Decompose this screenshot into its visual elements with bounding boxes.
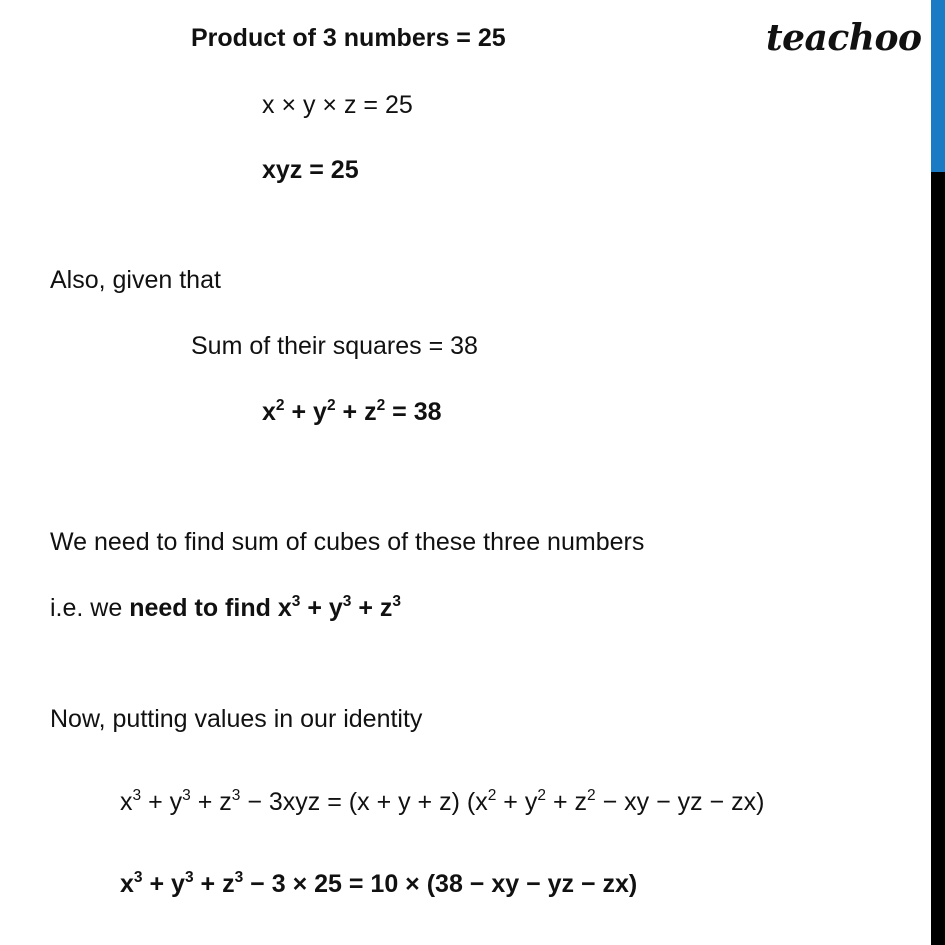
fin-x-exponent: 3 — [133, 868, 143, 886]
final-part-1: − 3 × 25 = 10 × (38 − xy − yz − zx) — [250, 870, 638, 898]
sq-plus-2: + — [342, 398, 358, 426]
id-rhs-y-exponent: 2 — [537, 786, 546, 804]
id-rhs-z: z — [574, 788, 587, 816]
id-x-exponent: 3 — [132, 786, 142, 804]
need-to-find-expression — [129, 594, 401, 622]
also-given-text: Also, given that — [50, 266, 221, 294]
teachoo-logo: teachoo — [766, 17, 922, 59]
fin-plus-1: + — [149, 870, 165, 898]
cube-z: z — [379, 594, 393, 622]
id-y-exponent: 3 — [182, 786, 191, 804]
id-plus-2: + — [197, 788, 213, 816]
ie-prefix: i.e. we — [50, 594, 123, 622]
identity-part-1: − 3xyz = (x + y + z) (x — [247, 788, 488, 816]
cube-z-exponent: 3 — [392, 592, 402, 610]
id-z-exponent: 3 — [231, 786, 241, 804]
identity-equation — [120, 787, 764, 817]
sq-y-exponent: 2 — [326, 396, 336, 414]
fin-z-exponent: 3 — [234, 868, 244, 886]
sq-z-exponent: 2 — [376, 396, 386, 414]
product-equation-bold: xyz = 25 — [262, 156, 359, 184]
need-to-find-label: need to find — [129, 594, 271, 622]
sq-y: y — [313, 398, 327, 426]
sum-squares-heading: Sum of their squares = 38 — [191, 332, 478, 360]
identity-part-2: − xy − yz − zx) — [602, 788, 765, 816]
fin-x: x — [120, 870, 134, 898]
cube-x: x — [277, 594, 292, 622]
sq-equals: = 38 — [392, 398, 442, 426]
now-putting-text: Now, putting values in our identity — [50, 705, 423, 733]
sq-x: x — [262, 398, 276, 426]
sq-plus-1: + — [291, 398, 307, 426]
id-z: z — [219, 788, 232, 816]
id-rhs-z-exponent: 2 — [587, 786, 596, 804]
id-rhs-plus-1: + — [503, 788, 518, 816]
ie-sentence — [50, 593, 401, 623]
id-plus-1: + — [148, 788, 163, 816]
cube-y: y — [328, 594, 343, 622]
cube-plus-2: + — [358, 594, 373, 622]
fin-plus-2: + — [200, 870, 216, 898]
id-y: y — [169, 788, 183, 816]
cube-x-exponent: 3 — [291, 592, 301, 610]
cube-y-exponent: 3 — [342, 592, 352, 610]
id-rhs-x-exponent: 2 — [487, 786, 497, 804]
side-bar-accent — [931, 0, 945, 172]
id-x: x — [120, 788, 133, 816]
fin-z: z — [222, 870, 235, 898]
product-equation: x × y × z = 25 — [262, 91, 413, 119]
id-rhs-plus-2: + — [552, 788, 568, 816]
fin-y: y — [171, 870, 185, 898]
final-equation — [120, 869, 637, 899]
product-heading: Product of 3 numbers = 25 — [191, 24, 506, 52]
id-rhs-y: y — [524, 788, 538, 816]
need-find-sentence: We need to find sum of cubes of these three numbers — [50, 528, 645, 556]
fin-y-exponent: 3 — [184, 868, 194, 886]
sq-x-exponent: 2 — [275, 396, 285, 414]
sq-z: z — [364, 398, 377, 426]
cube-plus-1: + — [307, 594, 322, 622]
sum-squares-equation — [262, 397, 442, 427]
